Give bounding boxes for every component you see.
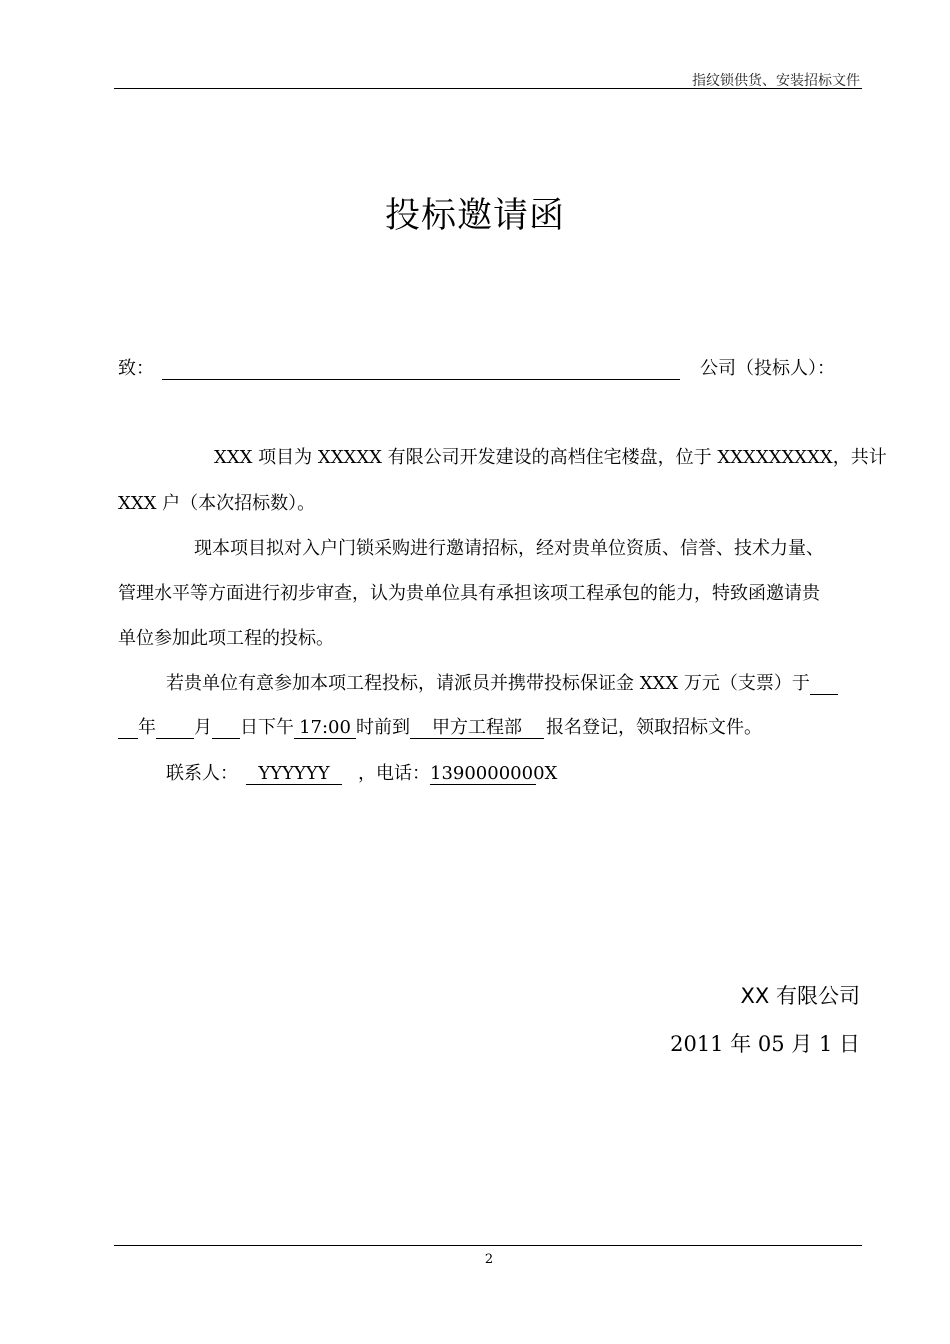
time-value: 17:00 [294,718,356,739]
header-text: 指纹锁供货、安装招标文件 [692,73,860,89]
contact-name: YYYYYY [246,764,342,785]
addressee-suffix: 公司（投标人）： [700,358,835,379]
addressee-prefix: 致： [118,358,154,379]
location-value: 甲方工程部 [410,718,544,739]
day-label: 日下午 [240,717,294,738]
header-rule [114,88,862,89]
signature-date: 2011 年 05 月 1 日 [670,1032,860,1056]
contact-line [166,759,558,785]
phone-label: ，电话： [358,763,430,784]
document-title: 投标邀请函 [384,196,565,236]
contact-label: 联系人： [166,763,238,784]
time-suffix: 时前到 [356,717,410,738]
addressee-line [118,354,835,380]
paragraph2-line3: 单位参加此项工程的投标。 [118,628,334,649]
year-blank-end [118,718,138,739]
paragraph3-line1 [166,669,838,695]
footer-rule [114,1245,862,1246]
paragraph1-line2: XXX 户（本次招标数）。 [118,493,316,514]
month-blank [156,718,194,739]
month-label: 月 [194,717,212,738]
year-blank-start [810,674,838,695]
paragraph3-line2 [118,713,762,739]
page-number: 2 [484,1252,494,1267]
paragraph3-text: 若贵单位有意参加本项工程投标，请派员并携带投标保证金 XXX 万元（支票）于 [166,673,810,694]
paragraph2-line1: 现本项目拟对入户门锁采购进行邀请招标，经对贵单位资质、信誉、技术力量、 [194,538,824,559]
paragraph2-line2: 管理水平等方面进行初步审查，认为贵单位具有承担该项工程承包的能力，特致函邀请贵 [118,583,820,604]
day-blank [212,718,240,739]
paragraph1-line1: XXX 项目为 XXXXX 有限公司开发建设的高档住宅楼盘，位于 XXXXXXXXX，共计 [214,447,887,468]
paragraph3-tail: 报名登记，领取招标文件。 [546,717,762,738]
addressee-blank [162,359,680,380]
year-label: 年 [138,717,156,738]
signature-company: XX 有限公司 [740,984,860,1008]
contact-phone: 1390000000X [430,763,558,784]
